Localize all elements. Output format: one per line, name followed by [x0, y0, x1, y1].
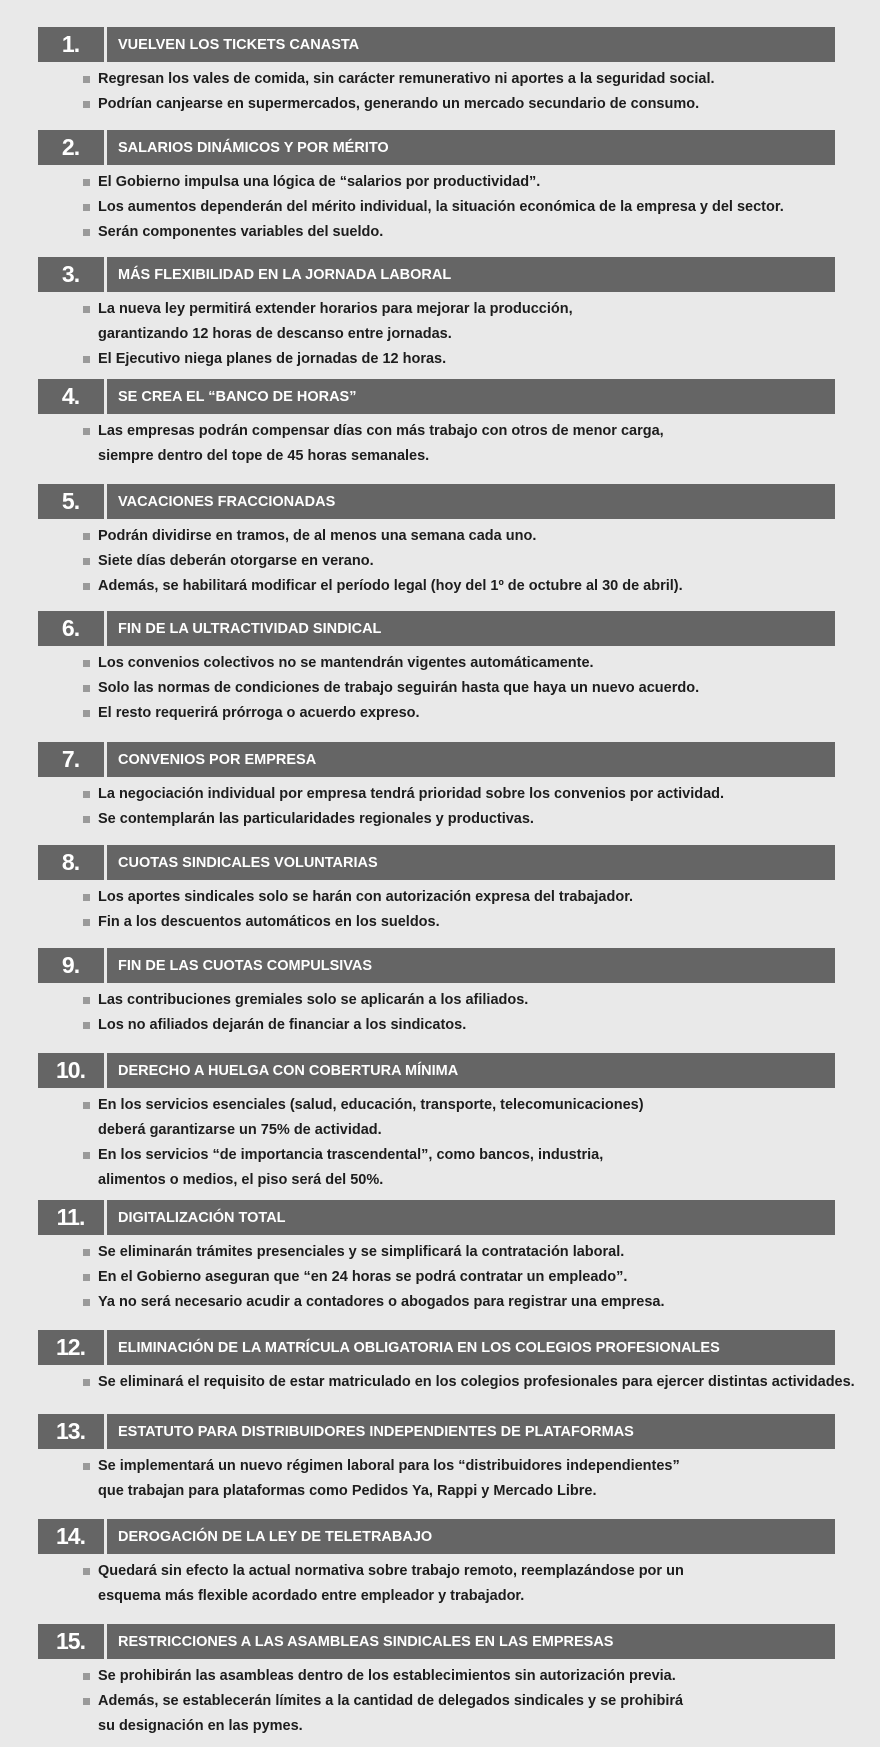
item-text: Se prohibirán las asambleas dentro de los establecimientos sin autorización previa. — [98, 1668, 676, 1684]
section-header — [38, 1519, 835, 1554]
section-header — [38, 742, 835, 777]
item-text: Además, se habilitará modificar el período legal (hoy del 1º de octubre al 30 de abril). — [98, 578, 683, 594]
item-text: El Gobierno impulsa una lógica de “salarios por productividad”. — [98, 174, 541, 190]
list-item — [83, 910, 870, 935]
list-item — [83, 170, 870, 195]
header-divider — [104, 1519, 107, 1554]
bullet-list — [83, 782, 870, 832]
section-header — [38, 130, 835, 165]
item-text: Los no afiliados dejarán de financiar a los sindicatos. — [98, 1017, 467, 1033]
header-divider — [104, 379, 107, 414]
list-item — [83, 347, 870, 372]
list-item — [83, 1689, 870, 1739]
item-text: Solo las normas de condiciones de trabajo seguirán hasta que haya un nuevo acuerdo. — [98, 680, 700, 696]
item-text: Las contribuciones gremiales solo se aplicarán a los afiliados. — [98, 992, 529, 1008]
item-text: deberá garantizarse un 75% de actividad. — [98, 1122, 382, 1138]
square-bullet-icon — [83, 894, 90, 901]
square-bullet-icon — [83, 558, 90, 565]
square-bullet-icon — [83, 1299, 90, 1306]
item-text: Se eliminará el requisito de estar matriculado en los colegios profesionales para ejercer distintas actividades. — [98, 1374, 855, 1390]
section-number: 1. — [61, 31, 80, 57]
section-title: SALARIOS DINÁMICOS Y POR MÉRITO — [118, 139, 389, 156]
header-divider — [104, 27, 107, 62]
item-text: Se contemplarán las particularidades regionales y productivas. — [98, 811, 534, 827]
section-title: ESTATUTO PARA DISTRIBUIDORES INDEPENDIENTES DE PLATAFORMAS — [118, 1423, 634, 1440]
square-bullet-icon — [83, 101, 90, 108]
header-divider — [104, 1624, 107, 1659]
square-bullet-icon — [83, 816, 90, 823]
bullet-list — [83, 988, 870, 1038]
bullet-list — [83, 1093, 870, 1193]
header-divider — [104, 1414, 107, 1449]
square-bullet-icon — [83, 356, 90, 363]
bullet-list — [83, 67, 870, 117]
list-item — [83, 1265, 870, 1290]
item-text: Además, se establecerán límites a la cantidad de delegados sindicales y se prohibirá — [98, 1693, 684, 1709]
section-header — [38, 27, 835, 62]
header-divider — [104, 257, 107, 292]
section-header — [38, 257, 835, 292]
section-header — [38, 1624, 835, 1659]
list-item — [83, 1664, 870, 1689]
section-title: CUOTAS SINDICALES VOLUNTARIAS — [118, 854, 378, 871]
header-divider — [104, 484, 107, 519]
section-title: RESTRICCIONES A LAS ASAMBLEAS SINDICALES EN LAS EMPRESAS — [118, 1633, 614, 1650]
section-number: 9. — [61, 952, 80, 978]
list-item — [83, 1370, 870, 1395]
section-title: DEROGACIÓN DE LA LEY DE TELETRABAJO — [118, 1528, 433, 1545]
section-title: FIN DE LAS CUOTAS COMPULSIVAS — [118, 957, 373, 974]
bullet-list — [83, 1559, 870, 1609]
section-title: DIGITALIZACIÓN TOTAL — [118, 1209, 286, 1226]
square-bullet-icon — [83, 1379, 90, 1386]
section-title: FIN DE LA ULTRACTIVIDAD SINDICAL — [118, 620, 382, 637]
item-text: garantizando 12 horas de descanso entre jornadas. — [98, 326, 452, 342]
bullet-list — [83, 419, 870, 469]
item-text: La negociación individual por empresa tendrá prioridad sobre los convenios por actividad. — [98, 786, 725, 802]
list-item — [83, 676, 870, 701]
section-header — [38, 484, 835, 519]
square-bullet-icon — [83, 76, 90, 83]
square-bullet-icon — [83, 229, 90, 236]
list-item — [83, 782, 870, 807]
section-number: 12. — [56, 1334, 85, 1360]
item-text: Regresan los vales de comida, sin carácter remunerativo ni aportes a la seguridad social. — [98, 71, 715, 87]
square-bullet-icon — [83, 1568, 90, 1575]
item-text: En el Gobierno aseguran que “en 24 horas se podrá contratar un empleado”. — [98, 1269, 628, 1285]
square-bullet-icon — [83, 997, 90, 1004]
list-item — [83, 1454, 870, 1504]
list-item — [83, 1013, 870, 1038]
bullet-list — [83, 1370, 870, 1395]
bullet-list — [83, 297, 870, 372]
square-bullet-icon — [83, 1102, 90, 1109]
section-number: 8. — [61, 849, 80, 875]
section-number: 13. — [56, 1418, 85, 1444]
section-title: VACACIONES FRACCIONADAS — [118, 493, 336, 510]
square-bullet-icon — [83, 660, 90, 667]
square-bullet-icon — [83, 1022, 90, 1029]
square-bullet-icon — [83, 204, 90, 211]
bullet-list — [83, 885, 870, 935]
list-item — [83, 1143, 870, 1193]
section-header — [38, 948, 835, 983]
header-divider — [104, 948, 107, 983]
square-bullet-icon — [83, 1673, 90, 1680]
section-header — [38, 1414, 835, 1449]
section-number: 3. — [61, 261, 80, 287]
list-item — [83, 1093, 870, 1143]
header-divider — [104, 845, 107, 880]
list-item — [83, 988, 870, 1013]
bullet-list — [83, 1240, 870, 1315]
section-title: DERECHO A HUELGA CON COBERTURA MÍNIMA — [118, 1062, 459, 1079]
section-header — [38, 1053, 835, 1088]
item-text: El Ejecutivo niega planes de jornadas de 12 horas. — [98, 351, 447, 367]
item-text: Los aumentos dependerán del mérito individual, la situación económica de la empresa y del sector. — [98, 199, 784, 215]
square-bullet-icon — [83, 710, 90, 717]
item-text: alimentos o medios, el piso será del 50%. — [98, 1172, 384, 1188]
square-bullet-icon — [83, 1698, 90, 1705]
item-text: Siete días deberán otorgarse en verano. — [98, 553, 374, 569]
list-item — [83, 885, 870, 910]
header-divider — [104, 611, 107, 646]
section-number: 11. — [56, 1204, 85, 1230]
section-title: VUELVEN LOS TICKETS CANASTA — [118, 36, 360, 53]
bullet-list — [83, 651, 870, 726]
bullet-list — [83, 524, 870, 599]
item-text: La nueva ley permitirá extender horarios para mejorar la producción, — [98, 301, 573, 317]
item-text: Fin a los descuentos automáticos en los sueldos. — [98, 914, 440, 930]
square-bullet-icon — [83, 1274, 90, 1281]
square-bullet-icon — [83, 428, 90, 435]
item-text: siempre dentro del tope de 45 horas semanales. — [98, 448, 430, 464]
bullet-list — [83, 1664, 870, 1739]
list-item — [83, 574, 870, 599]
item-text: En los servicios esenciales (salud, educación, transporte, telecomunicaciones) — [98, 1097, 644, 1113]
item-text: Los aportes sindicales solo se harán con autorización expresa del trabajador. — [98, 889, 634, 905]
square-bullet-icon — [83, 306, 90, 313]
square-bullet-icon — [83, 1152, 90, 1159]
section-number: 6. — [61, 615, 80, 641]
list-item — [83, 67, 870, 92]
section-title: SE CREA EL “BANCO DE HORAS” — [118, 388, 357, 405]
item-text: Se implementará un nuevo régimen laboral para los “distribuidores independientes” — [98, 1458, 680, 1474]
list-item — [83, 1240, 870, 1265]
list-item — [83, 419, 870, 469]
list-item — [83, 297, 870, 347]
square-bullet-icon — [83, 791, 90, 798]
section-header — [38, 1330, 835, 1365]
item-text: El resto requerirá prórroga o acuerdo expreso. — [98, 705, 420, 721]
bullet-list — [83, 1454, 870, 1504]
item-text: Las empresas podrán compensar días con más trabajo con otros de menor carga, — [98, 423, 664, 439]
square-bullet-icon — [83, 583, 90, 590]
square-bullet-icon — [83, 1249, 90, 1256]
list-item — [83, 651, 870, 676]
section-number: 4. — [61, 383, 80, 409]
list-item — [83, 1290, 870, 1315]
square-bullet-icon — [83, 179, 90, 186]
item-text: Ya no será necesario acudir a contadores o abogados para registrar una empresa. — [98, 1294, 665, 1310]
bullet-list — [83, 170, 870, 245]
square-bullet-icon — [83, 685, 90, 692]
item-text: su designación en las pymes. — [98, 1718, 303, 1734]
item-text: Los convenios colectivos no se mantendrán vigentes automáticamente. — [98, 655, 594, 671]
item-text: que trabajan para plataformas como Pedidos Ya, Rappi y Mercado Libre. — [98, 1483, 597, 1499]
list-item — [83, 1559, 870, 1609]
section-number: 5. — [61, 488, 80, 514]
section-header — [38, 611, 835, 646]
section-header — [38, 845, 835, 880]
section-number: 14. — [56, 1523, 85, 1549]
section-header — [38, 379, 835, 414]
item-text: esquema más flexible acordado entre empleador y trabajador. — [98, 1588, 525, 1604]
list-item — [83, 220, 870, 245]
section-title: ELIMINACIÓN DE LA MATRÍCULA OBLIGATORIA EN LOS COLEGIOS PROFESIONALES — [118, 1339, 720, 1356]
item-text: Podrán dividirse en tramos, de al menos una semana cada uno. — [98, 528, 537, 544]
item-text: Serán componentes variables del sueldo. — [98, 224, 384, 240]
section-title: MÁS FLEXIBILIDAD EN LA JORNADA LABORAL — [118, 266, 452, 283]
list-item — [83, 807, 870, 832]
header-divider — [104, 1053, 107, 1088]
section-number: 15. — [56, 1628, 85, 1654]
header-divider — [104, 1330, 107, 1365]
square-bullet-icon — [83, 919, 90, 926]
list-item — [83, 195, 870, 220]
list-item — [83, 524, 870, 549]
section-title: CONVENIOS POR EMPRESA — [118, 751, 317, 768]
item-text: Quedará sin efecto la actual normativa sobre trabajo remoto, reemplazándose por un — [98, 1563, 684, 1579]
section-number: 10. — [56, 1057, 85, 1083]
list-item — [83, 701, 870, 726]
item-text: Se eliminarán trámites presenciales y se simplificará la contratación laboral. — [98, 1244, 625, 1260]
square-bullet-icon — [83, 533, 90, 540]
list-item — [83, 92, 870, 117]
section-number: 7. — [61, 746, 80, 772]
item-text: En los servicios “de importancia trascendental”, como bancos, industria, — [98, 1147, 604, 1163]
item-text: Podrían canjearse en supermercados, generando un mercado secundario de consumo. — [98, 96, 700, 112]
header-divider — [104, 1200, 107, 1235]
square-bullet-icon — [83, 1463, 90, 1470]
list-item — [83, 549, 870, 574]
section-header — [38, 1200, 835, 1235]
header-divider — [104, 130, 107, 165]
header-divider — [104, 742, 107, 777]
section-number: 2. — [61, 134, 80, 160]
